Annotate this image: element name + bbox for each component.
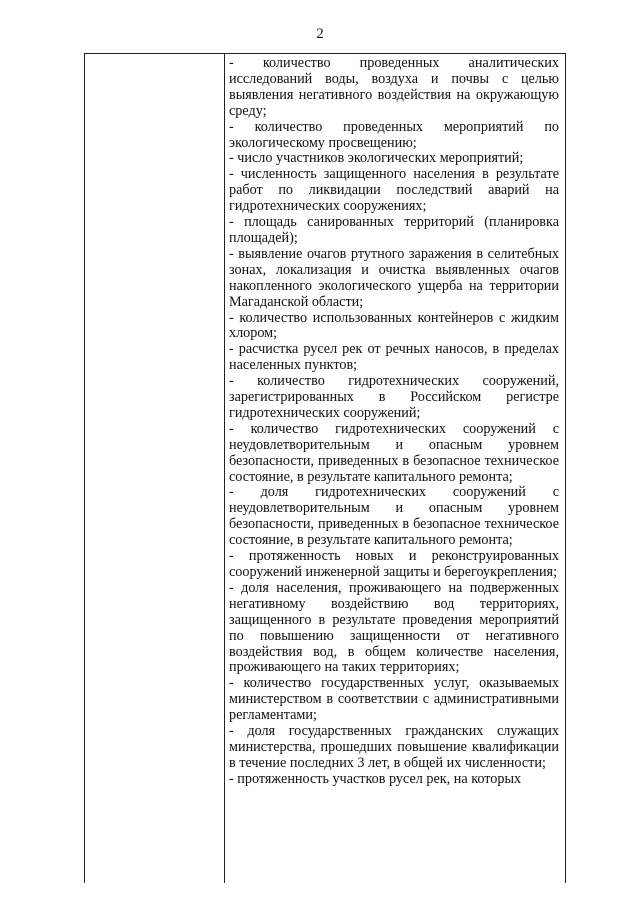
left-column-cell bbox=[85, 54, 225, 883]
list-item: - количество проведенных аналитических исследований воды, воздуха и почвы с целью выявления негативного воздействия на окружающую среду; bbox=[229, 55, 559, 119]
list-item: - количество государственных услуг, оказываемых министерством в соответствии с административными регламентами; bbox=[229, 675, 559, 724]
list-item: - доля населения, проживающего на подверженных негативному воздействию вод территориях, защищенного в результате проведения мероприятий по повышению защищенности от негативного воздействия вод, в общем количестве населения, проживающего на таких территориях; bbox=[229, 579, 559, 676]
list-item: - доля государственных гражданских служащих министерства, прошедших повышение квалификации в течение последних 3 лет, в общей их численности; bbox=[229, 723, 559, 771]
list-item: - количество гидротехнических сооружений, зарегистрированных в Российском регистре гидротехнических сооружений; bbox=[229, 373, 559, 421]
list-item: - количество использованных контейнеров с жидким хлором; bbox=[229, 309, 559, 342]
list-item: - выявление очагов ртутного заражения в селитебных зонах, локализация и очистка выявленных очагов накопленного экологического ущерба на территории Магаданской области; bbox=[229, 245, 559, 310]
document-table bbox=[84, 53, 566, 883]
indicators-list bbox=[229, 56, 559, 788]
list-item: - число участников экологических мероприятий; bbox=[229, 150, 524, 167]
list-item: - количество проведенных мероприятий по экологическому просвещению; bbox=[229, 118, 559, 151]
list-item: - протяженность участков русел рек, на которых bbox=[229, 770, 522, 787]
list-item: - доля гидротехнических сооружений с неудовлетворительным и опасным уровнем безопасности, приведенных в безопасное техническое состояние, в результате капитального ремонта; bbox=[229, 484, 559, 549]
list-item: - численность защищенного населения в результате работ по ликвидации последствий аварий на гидротехнических сооружениях; bbox=[229, 166, 559, 215]
list-item: - площадь санированных территорий (планировка площадей); bbox=[229, 214, 559, 246]
page-number: 2 bbox=[316, 26, 324, 42]
list-item: - количество гидротехнических сооружений с неудовлетворительным и опасным уровнем безопасности, приведенных в безопасное техническое состояние, в результате капитального ремонта; bbox=[229, 420, 559, 485]
list-item: - расчистка русел рек от речных наносов, в пределах населенных пунктов; bbox=[229, 341, 559, 374]
list-item: - протяженность новых и реконструированных сооружений инженерной защиты и берегоукрепления; bbox=[229, 548, 559, 580]
